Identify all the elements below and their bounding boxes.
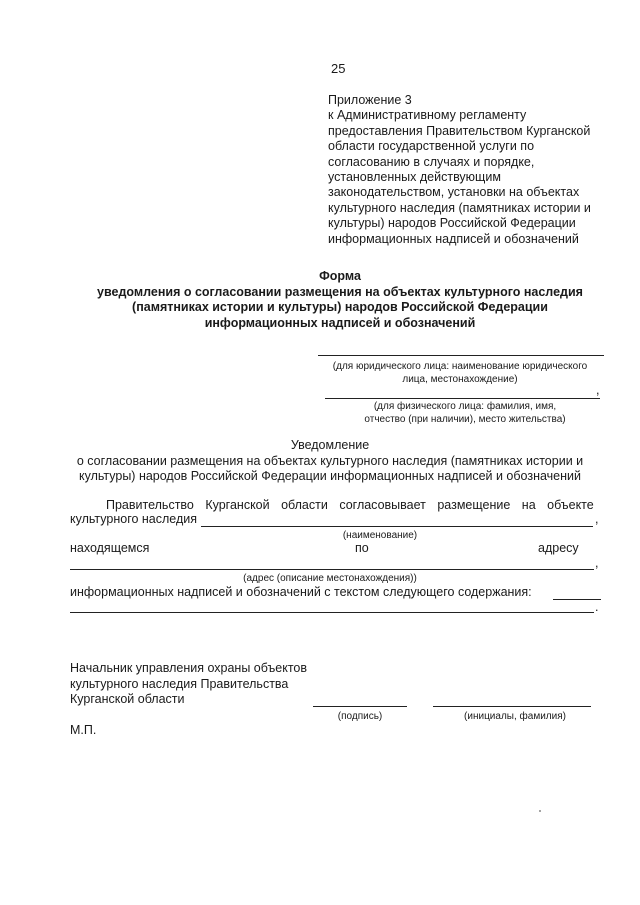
signatory-position bbox=[70, 661, 307, 708]
signature-caption: (подпись) bbox=[337, 711, 383, 722]
form-title bbox=[60, 269, 620, 331]
physical-person-caption bbox=[320, 400, 610, 426]
appendix-line: культурного наследия (памятниках истории и bbox=[328, 200, 591, 215]
page-number: 25 bbox=[331, 61, 346, 76]
inscription-text-line-2 bbox=[70, 612, 594, 613]
form-title-line: (памятниках истории и культуры) народов Российской Федерации bbox=[132, 300, 548, 314]
inscriptions-text: информационных надписей и обозначений с текстом следующего содержания: bbox=[70, 585, 532, 599]
legal-entity-line bbox=[318, 355, 604, 356]
notice-heading-line: Уведомление bbox=[290, 438, 370, 452]
position-line: культурного наследия Правительства bbox=[70, 676, 289, 691]
appendix-line: предоставления Правительством Курганской bbox=[328, 123, 591, 138]
address-caption: (адрес (описание местонахождения)) bbox=[243, 573, 417, 584]
signature-line bbox=[313, 706, 407, 707]
caption-line: отчество (при наличии), место жительства) bbox=[364, 414, 566, 425]
period: . bbox=[595, 600, 599, 614]
name-caption: (инициалы, фамилия) bbox=[464, 711, 566, 722]
form-title-line: Форма bbox=[319, 269, 361, 283]
seal-label: М.П. bbox=[70, 723, 97, 737]
appendix-line: Приложение 3 bbox=[328, 93, 412, 107]
name-line bbox=[433, 706, 591, 707]
position-line: Курганской области bbox=[70, 692, 185, 706]
appendix-reference bbox=[328, 93, 591, 247]
legal-entity-comma: , bbox=[596, 383, 600, 397]
notice-heading-line: о согласовании размещения на объектах культурного наследия (памятниках истории и bbox=[76, 453, 584, 468]
comma: , bbox=[595, 512, 599, 526]
notice-heading bbox=[60, 438, 600, 485]
address-label: адресу bbox=[538, 541, 579, 555]
appendix-line: культуры) народов Российской Федерации bbox=[328, 216, 576, 231]
address-line bbox=[70, 569, 594, 570]
appendix-line: законодательством, установки на объектах bbox=[328, 185, 580, 200]
comma: , bbox=[595, 556, 599, 570]
appendix-line: установленных действующим bbox=[328, 170, 501, 185]
inscription-text-line bbox=[553, 599, 601, 600]
physical-person-line bbox=[325, 398, 600, 399]
caption-line: (для юридического лица: наименование юридического bbox=[332, 361, 588, 372]
by-label: по bbox=[355, 541, 369, 555]
appendix-line: информационных надписей и обозначений bbox=[328, 231, 579, 246]
scan-speck bbox=[539, 810, 541, 812]
heritage-object-name-line bbox=[201, 526, 593, 527]
caption-line: (для физического лица: фамилия, имя, bbox=[373, 401, 557, 412]
position-line: Начальник управления охраны объектов bbox=[70, 661, 308, 675]
notice-paragraph-start: Правительство Курганской области согласовывает размещение на объекте bbox=[106, 498, 594, 512]
legal-entity-caption bbox=[310, 360, 610, 386]
appendix-line: области государственной услуги по bbox=[328, 139, 535, 154]
notice-heading-line: культуры) народов Российской Федерации информационных надписей и обозначений bbox=[78, 469, 581, 483]
object-name-caption: (наименование) bbox=[342, 530, 418, 541]
caption-line: лица, местонахождение) bbox=[402, 374, 518, 385]
appendix-line: к Административному регламенту bbox=[328, 108, 527, 123]
form-title-line: уведомления о согласовании размещения на объектах культурного наследия bbox=[97, 284, 583, 299]
appendix-line: согласованию в случаях и порядке, bbox=[328, 154, 535, 169]
form-title-line: информационных надписей и обозначений bbox=[204, 315, 476, 330]
located-label: находящемся bbox=[70, 541, 150, 555]
heritage-object-label: культурного наследия bbox=[70, 512, 198, 526]
